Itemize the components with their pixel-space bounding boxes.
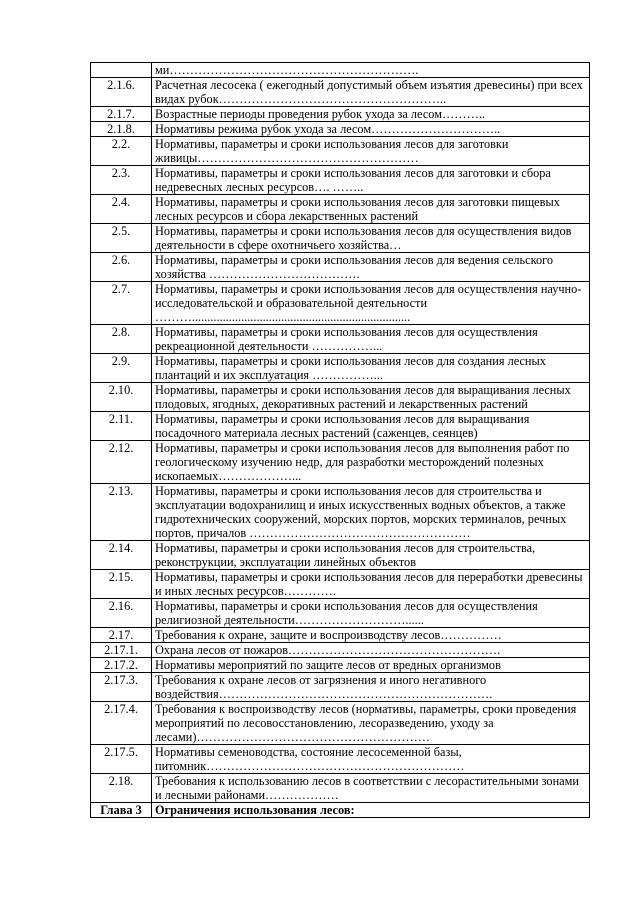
toc-row xyxy=(91,570,590,599)
section-title: Нормативы, параметры и сроки использования лесов для осуществления научно-исследовательской и образовательной деятельности ………....................................................................... xyxy=(152,282,590,325)
section-number: 2.2. xyxy=(91,137,152,166)
toc-row xyxy=(91,325,590,354)
section-title: Нормативы, параметры и сроки использования лесов для осуществления видов деятельности в сфере охотничьего хозяйства… xyxy=(152,224,590,253)
toc-row xyxy=(91,137,590,166)
toc-row xyxy=(91,78,590,107)
section-title: Нормативы, параметры и сроки использования лесов для переработки древесины и иных лесных ресурсов…………. xyxy=(152,570,590,599)
section-number: 2.1.8. xyxy=(91,122,152,137)
section-number: 2.15. xyxy=(91,570,152,599)
section-title: Охрана лесов от пожаров……………………………………………. xyxy=(152,643,590,658)
toc-row xyxy=(91,63,590,78)
section-number: 2.18. xyxy=(91,774,152,803)
section-title: Нормативы, параметры и сроки использования лесов для выращивания посадочного материала лесных растений (саженцев, сеянцев) xyxy=(152,412,590,441)
section-number: 2.17. xyxy=(91,628,152,643)
toc-row xyxy=(91,253,590,282)
toc-row xyxy=(91,282,590,325)
section-title: Требования к воспроизводству лесов (нормативы, параметры, сроки проведения мероприятий по лесовосстановлению, лесоразведению, уходу за лесами)………………………………………………… xyxy=(152,702,590,745)
section-number: 2.17.4. xyxy=(91,702,152,745)
section-title: Требования к охране лесов от загрязнения и иного негативного воздействия…………………………………………………………. xyxy=(152,673,590,702)
section-number: 2.17.1. xyxy=(91,643,152,658)
section-title: Требования к использованию лесов в соответствии с лесорастительными зонами и лесными районами……………… xyxy=(152,774,590,803)
section-title: Возрастные периоды проведения рубок ухода за лесом……….. xyxy=(152,107,590,122)
toc-row xyxy=(91,354,590,383)
chapter-title: Ограничения использования лесов: xyxy=(152,803,590,818)
toc-row xyxy=(91,412,590,441)
section-title: Нормативы, параметры и сроки использования лесов для осуществления религиозной деятельности………………………...... xyxy=(152,599,590,628)
toc-table xyxy=(90,62,590,818)
section-title: Нормативы, параметры и сроки использования лесов для заготовки пищевых лесных ресурсов и сбора лекарственных растений xyxy=(152,195,590,224)
section-number: 2.1.7. xyxy=(91,107,152,122)
toc-body xyxy=(91,63,590,818)
section-title: Расчетная лесосека ( ежегодный допустимый объем изъятия древесины) при всех видах рубок……………………………………………….. xyxy=(152,78,590,107)
section-title: Требования к охране, защите и воспроизводству лесов…………… xyxy=(152,628,590,643)
section-number xyxy=(91,63,152,78)
section-number: 2.6. xyxy=(91,253,152,282)
section-number: 2.11. xyxy=(91,412,152,441)
section-title: ми……………………………………………………. xyxy=(152,63,590,78)
section-number: 2.17.3. xyxy=(91,673,152,702)
toc-row xyxy=(91,658,590,673)
section-title: Нормативы, параметры и сроки использования лесов для строительства, реконструкции, эксплуатации линейных объектов xyxy=(152,541,590,570)
section-title: Нормативы семеноводства, состояние лесосеменной базы, питомник……………………………………………………… xyxy=(152,745,590,774)
section-title: Нормативы, параметры и сроки использования лесов для создания лесных плантаций и их эксплуатация ……………... xyxy=(152,354,590,383)
section-title: Нормативы, параметры и сроки использования лесов для выращивания лесных плодовых, ягодных, декоративных растений и лекарственных растений xyxy=(152,383,590,412)
section-title: Нормативы, параметры и сроки использования лесов для ведения сельского хозяйства ………………………………. xyxy=(152,253,590,282)
section-number: 2.16. xyxy=(91,599,152,628)
toc-row xyxy=(91,166,590,195)
toc-row xyxy=(91,643,590,658)
section-number: 2.8. xyxy=(91,325,152,354)
toc-row xyxy=(91,774,590,803)
section-number: 2.14. xyxy=(91,541,152,570)
section-title: Нормативы режима рубок ухода за лесом………………………….. xyxy=(152,122,590,137)
section-number: 2.1.6. xyxy=(91,78,152,107)
section-number: 2.10. xyxy=(91,383,152,412)
toc-row xyxy=(91,224,590,253)
section-number: 2.13. xyxy=(91,484,152,541)
section-title: Нормативы, параметры и сроки использования лесов для выполнения работ по геологическому изучению недр, для разработки месторождений полезных ископаемых………………... xyxy=(152,441,590,484)
section-number: 2.5. xyxy=(91,224,152,253)
section-title: Нормативы, параметры и сроки использования лесов для заготовки живицы……………………………………………… xyxy=(152,137,590,166)
chapter-row xyxy=(91,803,590,818)
section-number: 2.3. xyxy=(91,166,152,195)
toc-row xyxy=(91,441,590,484)
toc-row xyxy=(91,484,590,541)
toc-row xyxy=(91,541,590,570)
section-title: Нормативы мероприятий по защите лесов от вредных организмов xyxy=(152,658,590,673)
toc-row xyxy=(91,195,590,224)
section-number: 2.12. xyxy=(91,441,152,484)
chapter-number: Глава 3 xyxy=(91,803,152,818)
toc-row xyxy=(91,628,590,643)
toc-row xyxy=(91,383,590,412)
section-number: 2.7. xyxy=(91,282,152,325)
toc-row xyxy=(91,107,590,122)
section-number: 2.9. xyxy=(91,354,152,383)
toc-row xyxy=(91,599,590,628)
section-number: 2.17.2. xyxy=(91,658,152,673)
toc-row xyxy=(91,673,590,702)
section-title: Нормативы, параметры и сроки использования лесов для заготовки и сбора недревесных лесных ресурсов…. …….. xyxy=(152,166,590,195)
section-number: 2.4. xyxy=(91,195,152,224)
section-title: Нормативы, параметры и сроки использования лесов для строительства и эксплуатации водохранилищ и иных искусственных водных объектов, а также гидротехнических сооружений, морских портов, морских терминалов, речных портов, причалов ……………………………………………… xyxy=(152,484,590,541)
toc-row xyxy=(91,702,590,745)
section-number: 2.17.5. xyxy=(91,745,152,774)
toc-row xyxy=(91,745,590,774)
toc-row xyxy=(91,122,590,137)
section-title: Нормативы, параметры и сроки использования лесов для осуществления рекреационной деятельности ……………... xyxy=(152,325,590,354)
